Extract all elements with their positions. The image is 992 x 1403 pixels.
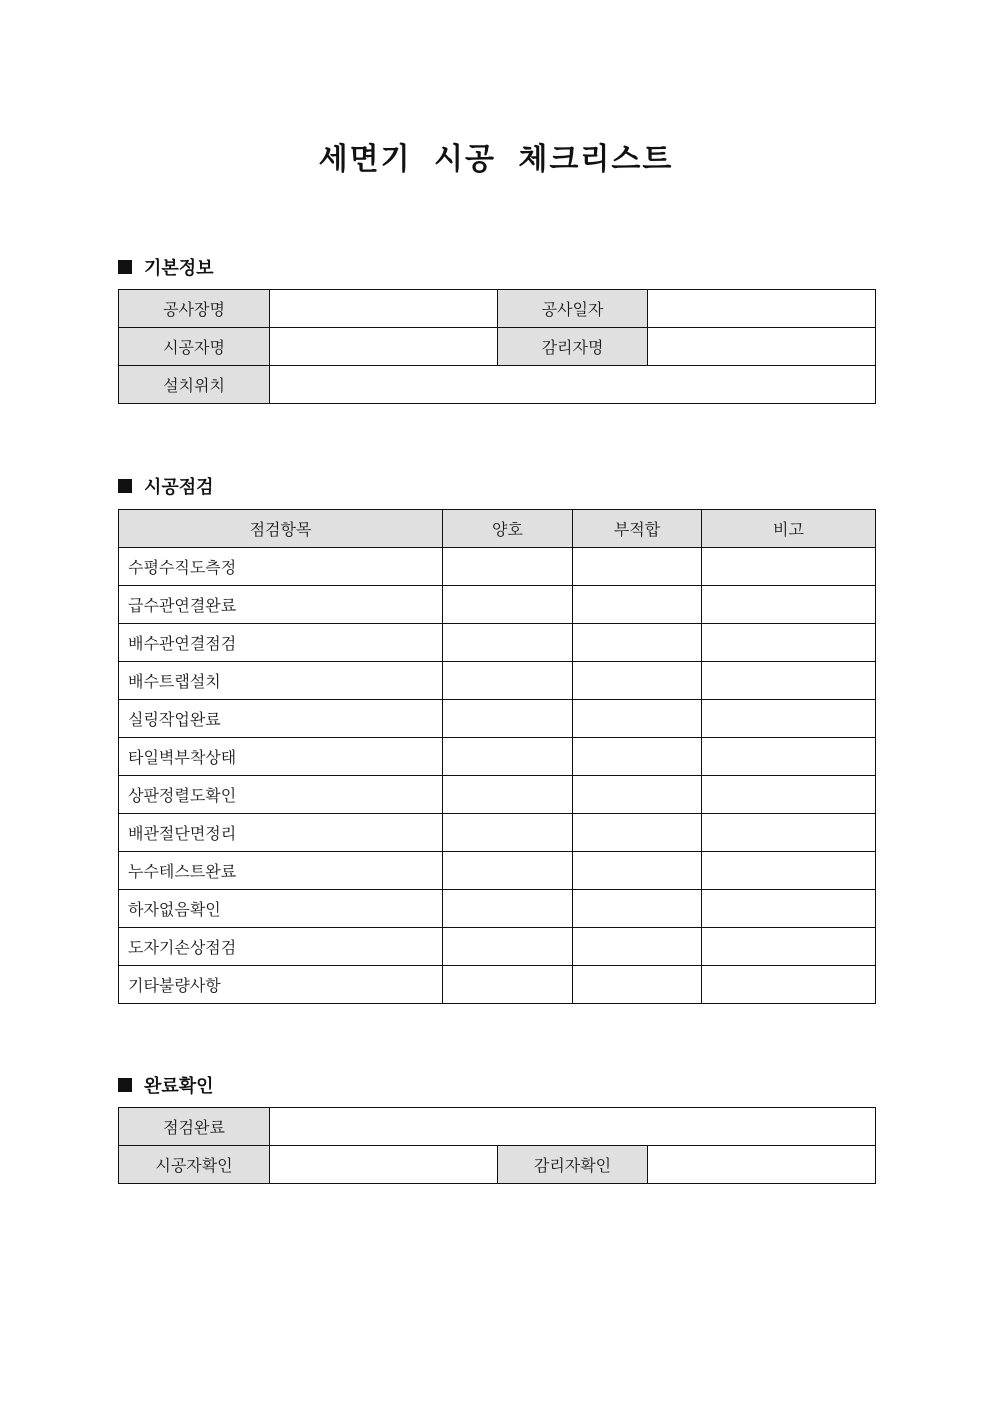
install-location-label: 설치위치: [119, 366, 270, 404]
remarks-cell[interactable]: [702, 662, 876, 700]
section-heading-inspection: [118, 473, 214, 499]
inspection-item-label: 배수트랩설치: [119, 662, 443, 700]
inspection-item-label: 누수테스트완료: [119, 852, 443, 890]
good-check-cell[interactable]: [443, 662, 573, 700]
table-row: [119, 328, 876, 366]
inspection-done-field[interactable]: [270, 1108, 876, 1146]
square-bullet-icon: [118, 260, 132, 274]
remarks-cell[interactable]: [702, 890, 876, 928]
inspection-item-label: 배수관연결점검: [119, 624, 443, 662]
inspection-item-label: 실링작업완료: [119, 700, 443, 738]
table-row: [119, 738, 876, 776]
remarks-cell[interactable]: [702, 700, 876, 738]
good-check-cell[interactable]: [443, 738, 573, 776]
good-check-cell[interactable]: [443, 890, 573, 928]
good-check-cell[interactable]: [443, 586, 573, 624]
good-check-cell[interactable]: [443, 966, 573, 1004]
supervisor-name-label: 감리자명: [498, 328, 648, 366]
section-heading-label: 기본정보: [144, 258, 214, 279]
column-header-nonconforming: 부적합: [573, 510, 702, 548]
table-row: [119, 776, 876, 814]
remarks-cell[interactable]: [702, 548, 876, 586]
column-header-remarks: 비고: [702, 510, 876, 548]
inspection-done-label: 점검완료: [119, 1108, 270, 1146]
contractor-name-field[interactable]: [270, 328, 498, 366]
nonconforming-check-cell[interactable]: [573, 738, 702, 776]
good-check-cell[interactable]: [443, 624, 573, 662]
inspection-item-label: 수평수직도측정: [119, 548, 443, 586]
table-row: [119, 1108, 876, 1146]
good-check-cell[interactable]: [443, 700, 573, 738]
section-heading-label: 시공점검: [144, 477, 214, 498]
section-heading-basic-info: [118, 254, 214, 280]
table-row: [119, 890, 876, 928]
inspection-table: [118, 509, 876, 1004]
square-bullet-icon: [118, 1078, 132, 1092]
nonconforming-check-cell[interactable]: [573, 662, 702, 700]
table-row: [119, 966, 876, 1004]
remarks-cell[interactable]: [702, 928, 876, 966]
table-row: [119, 928, 876, 966]
good-check-cell[interactable]: [443, 814, 573, 852]
inspection-item-label: 상판정렬도확인: [119, 776, 443, 814]
work-date-label: 공사일자: [498, 290, 648, 328]
table-row: [119, 1146, 876, 1184]
project-name-label: 공사장명: [119, 290, 270, 328]
table-row: [119, 586, 876, 624]
good-check-cell[interactable]: [443, 548, 573, 586]
install-location-field[interactable]: [270, 366, 876, 404]
nonconforming-check-cell[interactable]: [573, 928, 702, 966]
table-row: [119, 290, 876, 328]
project-name-field[interactable]: [270, 290, 498, 328]
table-row: [119, 700, 876, 738]
remarks-cell[interactable]: [702, 624, 876, 662]
nonconforming-check-cell[interactable]: [573, 776, 702, 814]
table-row: [119, 814, 876, 852]
work-date-field[interactable]: [648, 290, 876, 328]
remarks-cell[interactable]: [702, 814, 876, 852]
remarks-cell[interactable]: [702, 586, 876, 624]
inspection-item-label: 타일벽부착상태: [119, 738, 443, 776]
basic-info-table: [118, 289, 876, 404]
remarks-cell[interactable]: [702, 852, 876, 890]
good-check-cell[interactable]: [443, 852, 573, 890]
inspection-item-label: 배관절단면정리: [119, 814, 443, 852]
nonconforming-check-cell[interactable]: [573, 890, 702, 928]
inspection-item-label: 하자없음확인: [119, 890, 443, 928]
nonconforming-check-cell[interactable]: [573, 548, 702, 586]
table-row: [119, 624, 876, 662]
square-bullet-icon: [118, 479, 132, 493]
section-heading-completion: [118, 1072, 214, 1098]
column-header-good: 양호: [443, 510, 573, 548]
good-check-cell[interactable]: [443, 928, 573, 966]
column-header-item: 점검항목: [119, 510, 443, 548]
nonconforming-check-cell[interactable]: [573, 852, 702, 890]
table-header-row: [119, 510, 876, 548]
nonconforming-check-cell[interactable]: [573, 586, 702, 624]
supervisor-confirm-label: 감리자확인: [498, 1146, 648, 1184]
inspection-item-label: 도자기손상점검: [119, 928, 443, 966]
section-heading-label: 완료확인: [144, 1076, 214, 1097]
supervisor-name-field[interactable]: [648, 328, 876, 366]
table-row: [119, 366, 876, 404]
nonconforming-check-cell[interactable]: [573, 814, 702, 852]
table-row: [119, 852, 876, 890]
table-row: [119, 548, 876, 586]
table-row: [119, 662, 876, 700]
good-check-cell[interactable]: [443, 776, 573, 814]
page-title: 세면기 시공 체크리스트: [318, 142, 674, 177]
remarks-cell[interactable]: [702, 966, 876, 1004]
remarks-cell[interactable]: [702, 776, 876, 814]
nonconforming-check-cell[interactable]: [573, 624, 702, 662]
nonconforming-check-cell[interactable]: [573, 966, 702, 1004]
contractor-name-label: 시공자명: [119, 328, 270, 366]
completion-table: [118, 1107, 876, 1184]
inspection-item-label: 기타불량사항: [119, 966, 443, 1004]
contractor-confirm-label: 시공자확인: [119, 1146, 270, 1184]
contractor-confirm-field[interactable]: [270, 1146, 498, 1184]
inspection-item-label: 급수관연결완료: [119, 586, 443, 624]
remarks-cell[interactable]: [702, 738, 876, 776]
nonconforming-check-cell[interactable]: [573, 700, 702, 738]
supervisor-confirm-field[interactable]: [648, 1146, 876, 1184]
